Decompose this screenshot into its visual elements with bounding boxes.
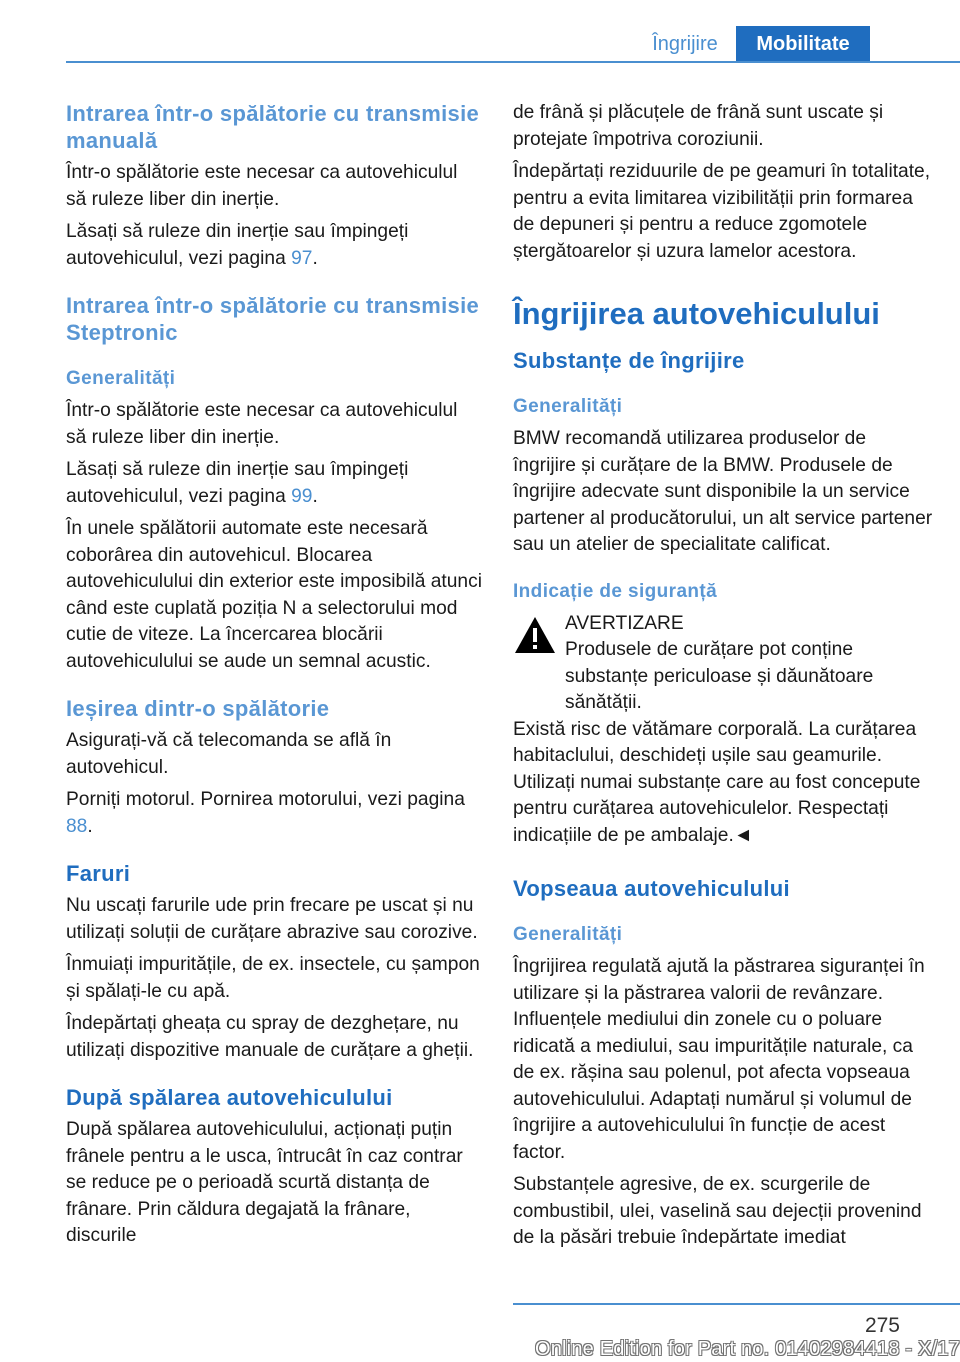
paragraph: Îngrijirea regulată ajută la păstrarea siguranței în utilizare și la păstrarea valorii de revânzare. Influențele mediului din zonele cu o poluare ridicată a mediului, sau impuritățile naturale, ca de ex. rășina sau polenul, pot afecta vopseaua autovehiculului. Adaptați numărul și volumul de îngrijire a autovehiculului în funcție de acest factor. (513, 956, 925, 1163)
paragraph: BMW recomandă utilizarea produselor de îngrijire și curățare de la BMW. Produsele de îngrijire adecvate sunt disponibile la un service partener al producătorului, un alt service partener sau un atelier de specialitate calificat. (513, 428, 933, 555)
warning-label: AVERTIZARE (565, 612, 684, 634)
tab-mobilitate[interactable]: Mobilitate (736, 26, 870, 62)
footer-divider (513, 1303, 960, 1305)
section-title-steptronic-wash: Intrarea într-o spălătorie cu transmisie Steptronic (66, 293, 480, 345)
section-title-after-wash: După spălarea autovehiculului (66, 1085, 393, 1110)
paragraph: de frână și plăcuțele de frână sunt uscate și protejate împotriva coroziunii. (513, 102, 884, 150)
warning-block (513, 611, 933, 850)
left-column (66, 100, 482, 1250)
paragraph: Într-o spălătorie este necesar ca autovehiculul să ruleze liber din inerție. (66, 162, 458, 210)
paragraph: Nu uscați farurile ude prin frecare pe uscat și nu utilizați soluții de curățare abrazive sau corozive. (66, 895, 478, 943)
paragraph: Asigurați-vă că telecomanda se află în autovehicul. (66, 730, 392, 778)
warning-text-continued: Există risc de vătămare corporală. La curățarea habitaclului, deschideți ușile sau geamurile. Utilizați numai substanțe care au fost concepute pentru curățarea autovehiculelor. Respectați indicațiile de pe ambalaje.◄ (513, 718, 921, 846)
section-title-manual-wash: Intrarea într-o spălătorie cu transmisie manuală (66, 101, 480, 153)
chapter-title: Îngrijirea autovehiculului (513, 296, 880, 331)
subsection-title-generalitati: Generalități (513, 396, 623, 417)
section-title-substante: Substanțe de îngrijire (513, 348, 745, 373)
paragraph: Lăsați să ruleze din inerție sau împingeți autovehiculul, vezi pagina 97. (66, 221, 409, 269)
subsection-title-safety: Indicație de siguranță (513, 580, 718, 602)
subsection-title-generalitati: Generalități (513, 924, 623, 945)
paragraph: Într-o spălătorie este necesar ca autovehiculul să ruleze liber din inerție. (66, 400, 458, 448)
section-title-vopseaua: Vopseaua autovehiculului (513, 876, 790, 901)
header-divider (66, 61, 960, 63)
right-column (513, 100, 933, 1252)
page-link[interactable]: 88 (66, 815, 88, 837)
paragraph: Porniți motorul. Pornirea motorului, vezi pagina 88. (66, 789, 465, 837)
page-number: 275 (864, 1314, 900, 1337)
paragraph: Îndepărtați gheața cu spray de dezghețare, nu utilizați dispozitive manuale de curățare a gheții. (66, 1013, 474, 1061)
paragraph: Îndepărtați reziduurile de pe geamuri în totalitate, pentru a evita limitarea vizibilității prin formarea de depuneri și pentru a reduce zgomotele ștergătoarelor și uzura lamelor acestora. (513, 161, 931, 262)
page-link[interactable]: 97 (291, 247, 313, 269)
warning-text: Produsele de curățare pot conține substanțe periculoase și dăunătoare sănătății. (565, 639, 874, 713)
tab-ingrijire[interactable]: Îngrijire (652, 33, 718, 55)
paragraph: Lăsați să ruleze din inerție sau împingeți autovehiculul, vezi pagina 99. (66, 459, 409, 507)
warning-triangle-icon (513, 615, 557, 655)
paragraph: Substanțele agresive, de ex. scurgerile de combustibil, ulei, vaselină sau dejecții provenind de la păsări trebuie îndepărtate imediat (513, 1174, 922, 1248)
page-header (0, 0, 960, 62)
subsection-title-generalitati: Generalități (66, 368, 176, 389)
edition-watermark: Online Edition for Part no. 01402984418 - X/17 (534, 1338, 960, 1360)
paragraph: După spălarea autovehiculului, acționați puțin frânele pentru a le usca, întrucât în caz contrar se reduce pe o perioadă scurtă distanța de frânare. Prin căldura degajată la frânare, discurile (66, 1119, 463, 1246)
page-link[interactable]: 99 (291, 485, 313, 507)
section-title-faruri: Faruri (66, 861, 131, 886)
paragraph: În unele spălătorii automate este necesară coborârea din autovehicul. Blocarea autovehiculului din exterior este imposibilă atunci când este cuplată poziția N a selectorului mod cutie de viteze. La încercarea blocării autovehiculului se aude un semnal acustic. (66, 518, 482, 672)
section-title-exit-wash: Ieșirea dintr-o spălătorie (66, 696, 330, 721)
paragraph: Înmuiați impuritățile, de ex. insectele, cu șampon și spălați-le cu apă. (66, 954, 480, 1002)
